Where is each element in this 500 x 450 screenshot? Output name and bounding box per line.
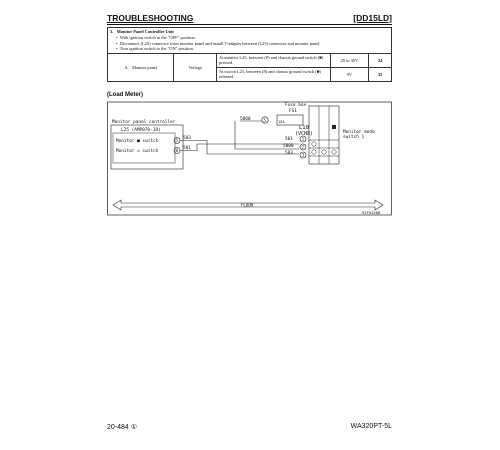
fuse-rating: 15A [278, 120, 285, 124]
pin5: 5 [175, 138, 179, 144]
wire-5000-right: 5000 [283, 144, 294, 149]
switch-contact [322, 150, 326, 154]
monitor-switch-pressed: Monitor ■ switch [116, 139, 159, 144]
wire [180, 144, 299, 151]
step-title: Monitor Panel Controller Unit [116, 29, 174, 34]
switch-label-1: Monitor mode [343, 130, 375, 135]
item-cell [108, 53, 174, 81]
monitor-switch-released: Monitor ◇ switch [116, 149, 159, 154]
troubleshooting-table [107, 27, 392, 82]
page-number: 20-484 ① [107, 424, 138, 431]
wire-503-right: 503 [285, 151, 293, 156]
fuse-box-label: Fuse box [285, 103, 307, 108]
monitor-panel-label: Monitor panel controller [112, 120, 176, 125]
bullet-item: • With ignition switch in the "OFF" position. [116, 35, 196, 40]
figure-code: 9JF01508 [362, 210, 381, 215]
condition-cell: At monitor L25, between (8) and chassis ground switch (■) pressed. [216, 53, 330, 67]
wire-5000-top: 5000 [240, 117, 251, 122]
value-cell: 0V [330, 67, 369, 81]
condition-cell: At switch L25, between (8) and chassis ground switch (■) released. [216, 67, 330, 81]
switch-indicator [332, 125, 336, 129]
item-name: Monitor panel [131, 64, 157, 70]
floor-label: FLOOR [241, 202, 254, 208]
pin3: 3 [301, 152, 305, 158]
wire-501-label: 501 [183, 146, 191, 151]
measure-cell: Voltage [174, 53, 217, 81]
switch-block [309, 106, 339, 164]
value-cell: 20 to 30V [330, 53, 369, 67]
switch-contact [312, 150, 316, 154]
header-rule [107, 24, 392, 25]
step-cell [108, 28, 392, 54]
bullet-item: • Disconnect (L25) connector from monitor panel and install T-adapter between (L25) connector and monitor panel. [116, 40, 321, 46]
fuse-number: 5 [263, 117, 266, 123]
wire [180, 141, 299, 155]
l10-label: L10 [299, 125, 309, 131]
l10-type: (VCH8) [295, 131, 314, 137]
fuse-box-id: FS1 [289, 109, 297, 114]
switch-contact [312, 142, 316, 146]
result-cell: 34 [369, 53, 392, 67]
bullet-item: • Turn ignition switch to the "ON" position. [116, 46, 194, 51]
switch-label-2: switch 1 [343, 135, 365, 140]
wire-503-label: 503 [183, 136, 191, 141]
wiring-diagram-svg [107, 100, 392, 217]
step-number: 3. [110, 29, 114, 34]
wiring-diagram [107, 100, 392, 217]
connector-label: L25 (AMP070-18) [121, 128, 161, 133]
pin2: 2 [301, 144, 305, 150]
section-title: (Load Meter) [107, 92, 143, 98]
result-cell: 35 [369, 67, 392, 81]
wire-501-right: 501 [285, 137, 293, 142]
footer-model: WA320PT-5L [350, 423, 392, 430]
page-title: TROUBLESHOOTING [107, 13, 194, 23]
item-number: A. [124, 64, 129, 70]
pin8: 8 [175, 148, 179, 154]
connector-box [113, 133, 175, 163]
pin1: 1 [301, 136, 305, 142]
bullet-list [116, 35, 389, 51]
switch-contact [332, 150, 336, 154]
model-code: [DD15LD] [353, 13, 392, 23]
